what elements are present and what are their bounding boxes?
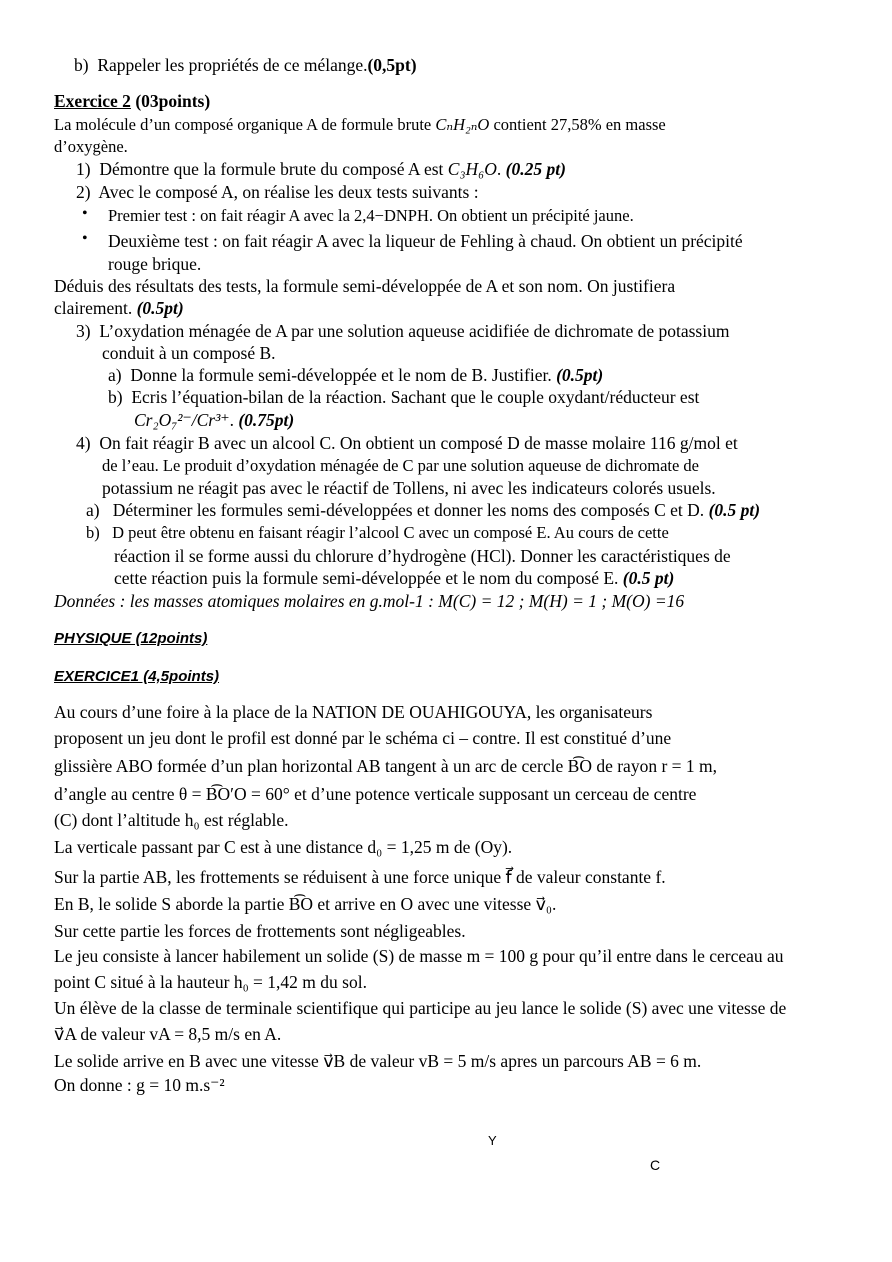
ex1-line-5: (C) dont l’altitude h₀ est réglable. (54, 810, 289, 830)
figure-y-axis-label: Y (488, 1133, 497, 1148)
bullet-icon: • (82, 230, 88, 247)
ex1-line-14: Le solide arrive en B avec une vitesse v⃗B de valeur vB = 5 m/s apres un parcours AB = 6 m. (54, 1051, 702, 1071)
ex1-line-3: glissière ABO formée d’un plan horizontal AB tangent à un arc de cercle B͡O de rayon r = 1 m, (54, 756, 718, 776)
ex2-question-3b-line-2: Cr₂O₇²⁻/Cr³⁺. (0.75pt) (134, 410, 295, 430)
ex2-test-2-line-2: rouge brique. (108, 254, 202, 274)
exercice-1-heading: EXERCICE1 (4,5points) (54, 668, 220, 685)
ex2-question-4b-line-3: cette réaction puis la formule semi-développée et le nom du composé E. (0.5 pt) (114, 568, 675, 588)
ex2-question-2: 2) Avec le composé A, on réalise les deux tests suivants : (76, 182, 479, 202)
ex2-question-4-line-1: 4) On fait réagir B avec un alcool C. On obtient un composé D de masse molaire 116 g/mol et (76, 433, 738, 453)
ex2-test-1: Premier test : on fait réagir A avec la 2,4−DNPH. On obtient un précipité jaune. (108, 206, 634, 225)
ex2-question-4-line-3: potassium ne réagit pas avec le réactif de Tollens, ni avec les indicateurs colorés usuels. (102, 478, 716, 498)
bullet-icon: • (82, 205, 88, 222)
ex1-line-9: Sur cette partie les forces de frottements sont négligeables. (54, 921, 466, 941)
ex2-donnees: Données : les masses atomiques molaires en g.mol-1 : M(C) = 12 ; M(H) = 1 ; M(O) =16 (54, 591, 685, 611)
ex2-question-3a: a) Donne la formule semi-développée et le nom de B. Justifier. (0.5pt) (108, 365, 604, 385)
exercise-2-heading: Exercice 2 (03points) (54, 91, 211, 111)
ex2-question-4a: a) Déterminer les formules semi-développées et donner les noms des composés C et D. (0.5 pt) (86, 500, 761, 520)
ex1-line-7: Sur la partie AB, les frottements se réduisent à une force unique f⃗ de valeur constante f. (54, 867, 666, 887)
ex1-line-13: v⃗A de valeur vA = 8,5 m/s en A. (54, 1024, 282, 1044)
ex1-line-2: proposent un jeu dont le profil est donné par le schéma ci – contre. Il est constitué d’une (54, 728, 672, 748)
ex2-question-3b-line-1: b) Ecris l’équation-bilan de la réaction. Sachant que le couple oxydant/réducteur est (108, 387, 700, 407)
ex2-deduce-line-1: Déduis des résultats des tests, la formule semi-développée de A et son nom. On justifiera (54, 276, 676, 296)
ex2-deduce-line-2: clairement. (0.5pt) (54, 298, 184, 318)
ex1-line-1: Au cours d’une foire à la place de la NATION DE OUAHIGOUYA, les organisateurs (54, 702, 653, 722)
ex1-line-15: On donne : g = 10 m.s⁻² (54, 1075, 225, 1095)
ex2-question-4b-line-2: réaction il se forme aussi du chlorure d’hydrogène (HCl). Donner les caractéristiques de (114, 546, 731, 566)
ex1-line-4: d’angle au centre θ = B͡O′O = 60° et d’une potence verticale supposant un cerceau de centre (54, 784, 697, 804)
ex2-question-4-line-2: de l’eau. Le produit d’oxydation ménagée de C par une solution aqueuse de dichromate de (102, 456, 700, 475)
ex2-question-1: 1) Démontre que la formule brute du composé A est C₃H₆O. (0.25 pt) (76, 159, 566, 179)
ex2-intro-line-2: d’oxygène. (54, 137, 128, 156)
ex2-question-3-line-2: conduit à un composé B. (102, 343, 276, 363)
figure-point-c-label: C (650, 1157, 661, 1173)
ex2-intro-line-1: La molécule d’un composé organique A de formule brute CₙH₂ₙO contient 27,58% en masse (54, 115, 666, 134)
ex2-question-4b-line-1: b) D peut être obtenu en faisant réagir l’alcool C avec un composé E. Au cours de cette (86, 523, 669, 542)
question-b-line: b) Rappeler les propriétés de ce mélange.(0,5pt) (74, 55, 417, 75)
ex1-line-10: Le jeu consiste à lancer habilement un solide (S) de masse m = 100 g pour qu’il entre dans le cerceau au (54, 946, 784, 966)
ex1-line-12: Un élève de la classe de terminale scientifique qui participe au jeu lance le solide (S) avec une vitesse de (54, 998, 787, 1018)
ex2-question-3-line-1: 3) L’oxydation ménagée de A par une solution aqueuse acidifiée de dichromate de potassium (76, 321, 730, 341)
ex1-line-6: La verticale passant par C est à une distance d₀ = 1,25 m de (Oy). (54, 837, 513, 857)
physique-heading: PHYSIQUE (12points) (54, 630, 208, 647)
ex1-line-11: point C situé à la hauteur h₀ = 1,42 m du sol. (54, 972, 367, 992)
ex2-test-2-line-1: Deuxième test : on fait réagir A avec la liqueur de Fehling à chaud. On obtient un précipité (108, 231, 743, 251)
ex1-line-8: En B, le solide S aborde la partie B͡O et arrive en O avec une vitesse v⃗₀. (54, 894, 557, 914)
